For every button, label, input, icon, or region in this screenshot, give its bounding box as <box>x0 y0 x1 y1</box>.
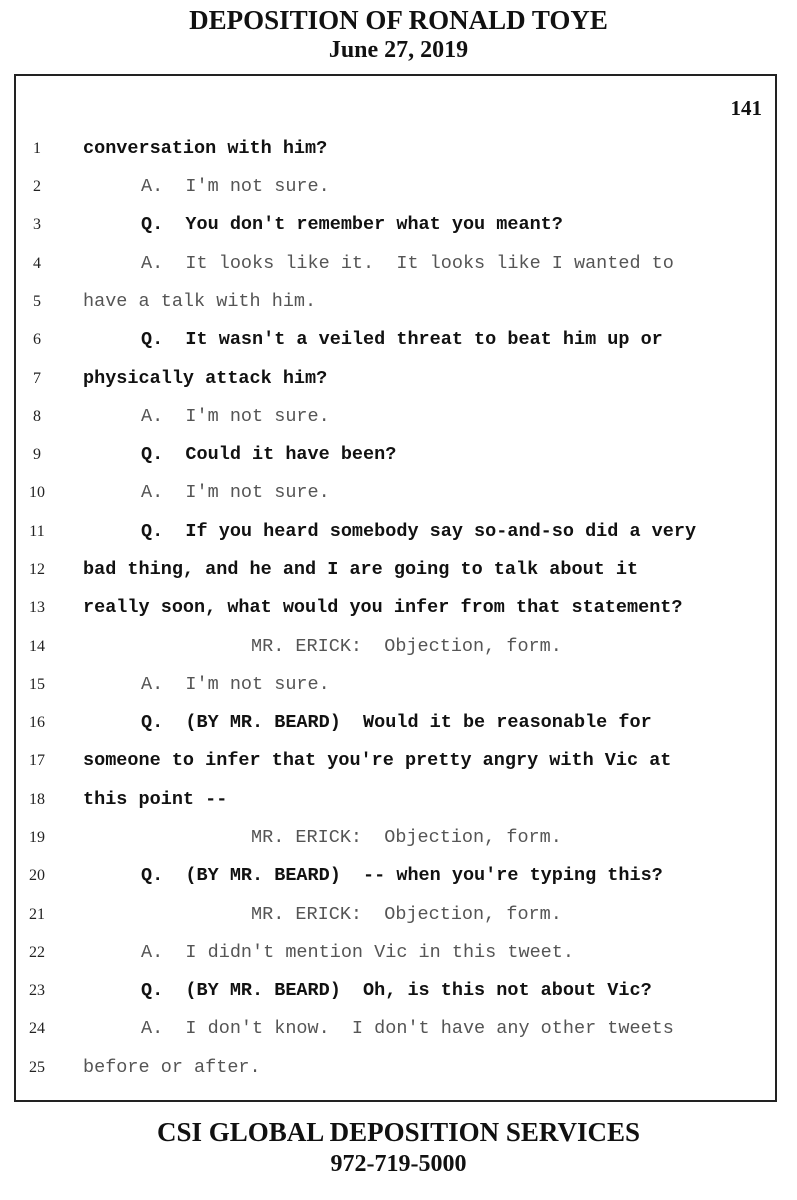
line-number: 6 <box>33 331 41 348</box>
line-text: Q. (BY MR. BEARD) Oh, is this not about Vic? <box>141 980 652 1001</box>
line-number: 10 <box>29 484 45 501</box>
line-text: bad thing, and he and I are going to talk about it <box>83 559 639 580</box>
line-number: 8 <box>33 408 41 425</box>
line-text: someone to infer that you're pretty angry with Vic at <box>83 750 672 771</box>
transcript-line <box>0 321 797 359</box>
footer-company: CSI GLOBAL DEPOSITION SERVICES <box>157 1117 640 1147</box>
line-text: Q. You don't remember what you meant? <box>141 214 563 235</box>
line-text: A. I didn't mention Vic in this tweet. <box>141 942 574 963</box>
line-number: 22 <box>29 944 45 961</box>
line-number: 9 <box>33 446 41 463</box>
line-text: conversation with him? <box>83 138 328 159</box>
line-number: 1 <box>33 140 41 157</box>
transcript-line <box>0 245 797 283</box>
transcript-line <box>0 283 797 321</box>
line-text: A. I don't know. I don't have any other tweets <box>141 1018 674 1039</box>
transcript-line <box>0 972 797 1010</box>
line-number: 5 <box>33 293 41 310</box>
transcript-line <box>0 1049 797 1087</box>
transcript-line <box>0 589 797 627</box>
page-number: 141 <box>730 96 762 120</box>
line-number: 11 <box>29 523 45 540</box>
line-number: 25 <box>29 1059 45 1076</box>
line-number: 19 <box>29 829 45 846</box>
line-number: 14 <box>29 638 45 655</box>
transcript-line <box>0 628 797 666</box>
line-text: really soon, what would you infer from that statement? <box>83 597 683 618</box>
line-text: A. I'm not sure. <box>141 482 330 503</box>
line-text: A. I'm not sure. <box>141 406 330 427</box>
line-text: Q. If you heard somebody say so-and-so did a very <box>141 521 697 542</box>
transcript-line <box>0 896 797 934</box>
transcript-line <box>0 206 797 244</box>
line-text: physically attack him? <box>83 368 328 389</box>
transcript-line <box>0 130 797 168</box>
line-number: 20 <box>29 867 45 884</box>
line-number: 2 <box>33 178 41 195</box>
line-text: MR. ERICK: Objection, form. <box>251 827 562 848</box>
line-number: 13 <box>29 599 45 616</box>
line-number: 12 <box>29 561 45 578</box>
line-number: 17 <box>29 752 45 769</box>
transcript-line <box>0 781 797 819</box>
transcript-line <box>0 666 797 704</box>
transcript-line <box>0 360 797 398</box>
transcript-line <box>0 436 797 474</box>
transcript-line <box>0 742 797 780</box>
line-number: 21 <box>29 906 45 923</box>
line-number: 4 <box>33 255 41 272</box>
line-number: 7 <box>33 370 41 387</box>
transcript-line <box>0 704 797 742</box>
transcript-line <box>0 398 797 436</box>
line-text: Q. Could it have been? <box>141 444 397 465</box>
line-text: Q. (BY MR. BEARD) -- when you're typing this? <box>141 865 663 886</box>
line-number: 24 <box>29 1020 45 1037</box>
line-text: A. It looks like it. It looks like I wanted to <box>141 253 674 274</box>
transcript-line <box>0 819 797 857</box>
transcript-line <box>0 857 797 895</box>
line-text: A. I'm not sure. <box>141 674 330 695</box>
line-text: this point -- <box>83 789 228 810</box>
line-number: 15 <box>29 676 45 693</box>
transcript-line <box>0 1010 797 1048</box>
line-text: MR. ERICK: Objection, form. <box>251 636 562 657</box>
line-text: A. I'm not sure. <box>141 176 330 197</box>
line-text: MR. ERICK: Objection, form. <box>251 904 562 925</box>
transcript-line <box>0 474 797 512</box>
line-number: 16 <box>29 714 45 731</box>
deposition-title: DEPOSITION OF RONALD TOYE <box>189 5 608 35</box>
footer-phone: 972-719-5000 <box>330 1151 467 1177</box>
line-text: Q. It wasn't a veiled threat to beat him up or <box>141 329 663 350</box>
line-text: before or after. <box>83 1057 261 1078</box>
transcript-line <box>0 551 797 589</box>
transcript-line <box>0 168 797 206</box>
line-number: 3 <box>33 216 41 233</box>
deposition-date: June 27, 2019 <box>328 37 469 63</box>
line-text: Q. (BY MR. BEARD) Would it be reasonable for <box>141 712 652 733</box>
transcript-line <box>0 513 797 551</box>
line-text: have a talk with him. <box>83 291 317 312</box>
line-number: 18 <box>29 791 45 808</box>
transcript-line <box>0 934 797 972</box>
line-number: 23 <box>29 982 45 999</box>
